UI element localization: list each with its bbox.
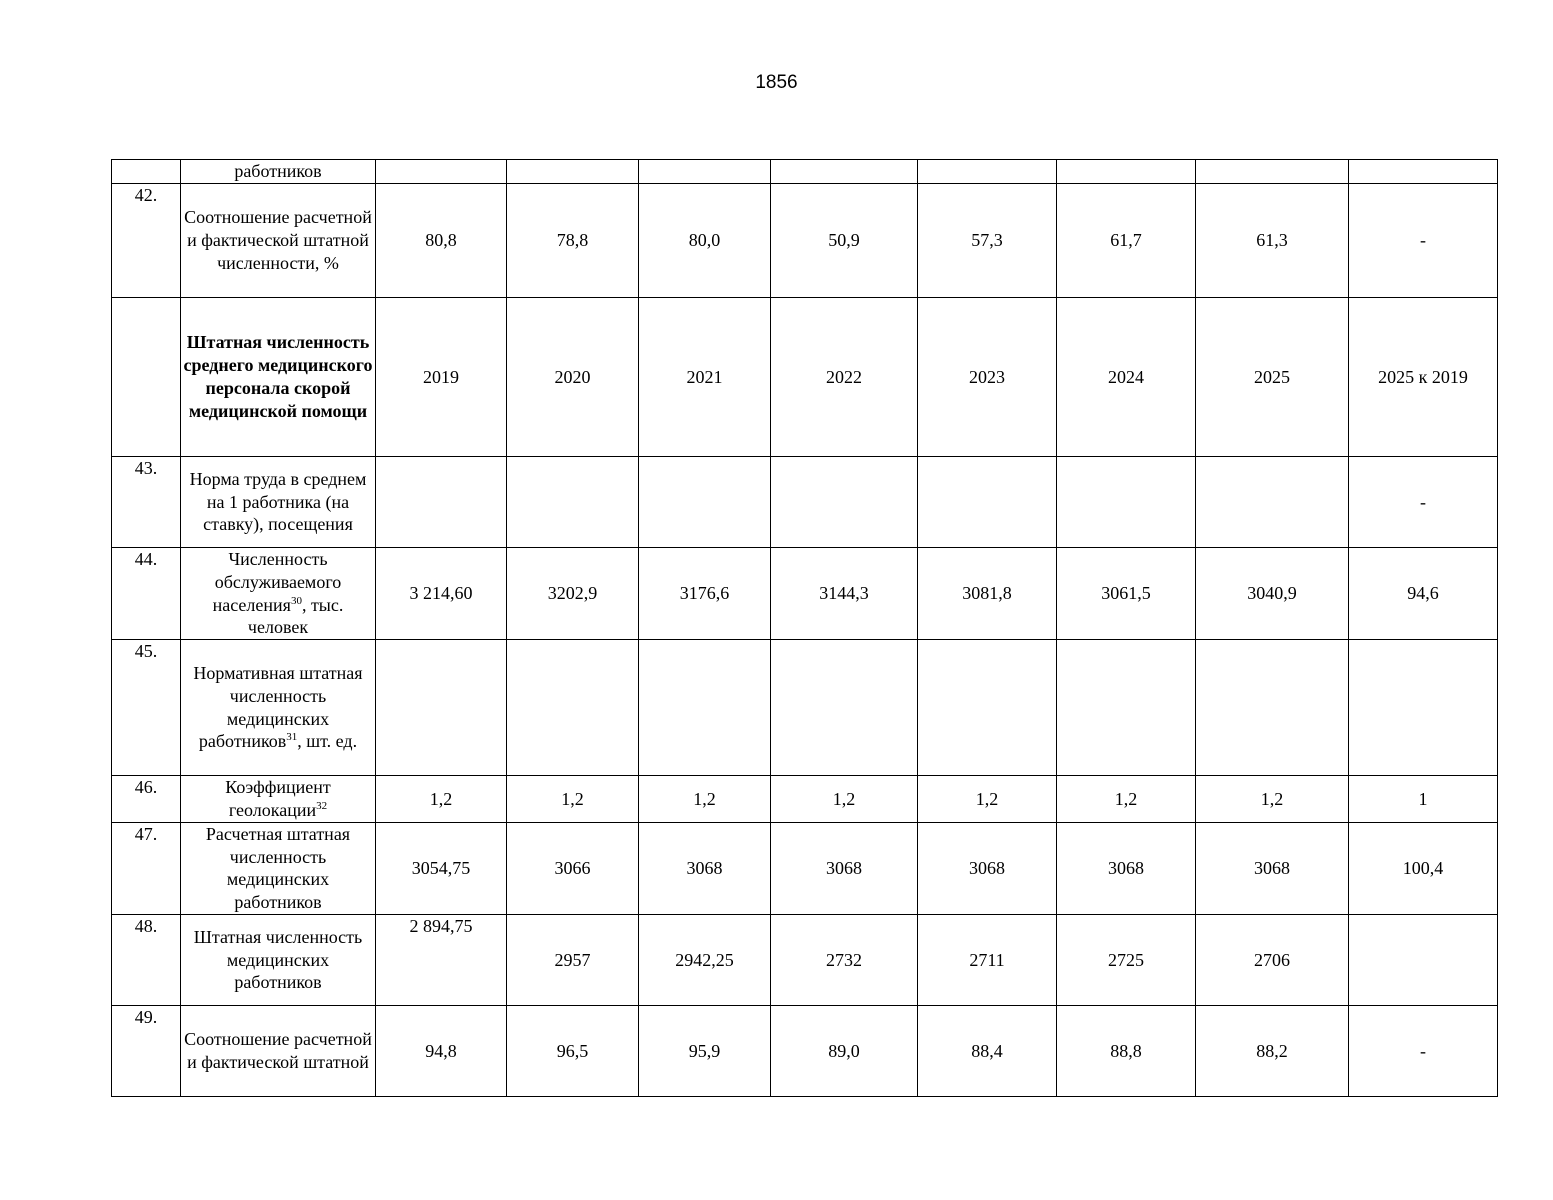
value-cell bbox=[1057, 457, 1196, 548]
value-cell: 94,8 bbox=[376, 1005, 507, 1096]
value-cell: - bbox=[1349, 457, 1498, 548]
value-cell: 2957 bbox=[507, 914, 639, 1005]
value-cell: 61,3 bbox=[1196, 184, 1349, 298]
value-cell: 57,3 bbox=[918, 184, 1057, 298]
row-number: 49. bbox=[112, 1005, 181, 1096]
value-cell bbox=[376, 640, 507, 776]
value-cell: 1 bbox=[1349, 776, 1498, 823]
value-cell: 3040,9 bbox=[1196, 548, 1349, 640]
value-cell: 3054,75 bbox=[376, 822, 507, 914]
value-cell: 2706 bbox=[1196, 914, 1349, 1005]
row-number bbox=[112, 298, 181, 457]
row-number: 42. bbox=[112, 184, 181, 298]
value-cell: 94,6 bbox=[1349, 548, 1498, 640]
value-cell: 80,8 bbox=[376, 184, 507, 298]
value-cell bbox=[376, 160, 507, 184]
table-row bbox=[112, 184, 1498, 298]
value-cell bbox=[771, 640, 918, 776]
value-cell: 3081,8 bbox=[918, 548, 1057, 640]
table-row bbox=[112, 548, 1498, 640]
year-header-cell: 2022 bbox=[771, 298, 918, 457]
indicator-name: Коэффициент геолокации$^{32}$ bbox=[181, 776, 376, 823]
year-header-cell: 2025 bbox=[1196, 298, 1349, 457]
value-cell bbox=[1057, 640, 1196, 776]
value-cell: 88,4 bbox=[918, 1005, 1057, 1096]
data-table bbox=[111, 159, 1498, 1097]
value-cell: 3068 bbox=[639, 822, 771, 914]
value-cell bbox=[771, 457, 918, 548]
indicator-name: Норма труда в среднем на 1 работника (на ставку), посещения bbox=[181, 457, 376, 548]
value-cell bbox=[507, 640, 639, 776]
indicator-name: Численность обслуживаемого населения$^{30}$, тыс. человек bbox=[181, 548, 376, 640]
row-number: 48. bbox=[112, 914, 181, 1005]
value-cell: 2 894,75 bbox=[376, 914, 507, 1005]
year-header-cell: 2020 bbox=[507, 298, 639, 457]
value-cell bbox=[1057, 160, 1196, 184]
value-cell: 3066 bbox=[507, 822, 639, 914]
value-cell: 3176,6 bbox=[639, 548, 771, 640]
value-cell bbox=[918, 640, 1057, 776]
value-cell bbox=[639, 640, 771, 776]
value-cell: 100,4 bbox=[1349, 822, 1498, 914]
value-cell: 88,2 bbox=[1196, 1005, 1349, 1096]
footnote-ref: 30 bbox=[290, 594, 302, 607]
row-number: 46. bbox=[112, 776, 181, 823]
indicator-name: Соотношение расчетной и фактической штатной bbox=[181, 1005, 376, 1096]
footnote-ref: 31 bbox=[286, 731, 298, 744]
year-header-cell: 2021 bbox=[639, 298, 771, 457]
row-number: 43. bbox=[112, 457, 181, 548]
value-cell: 80,0 bbox=[639, 184, 771, 298]
footnote-ref: 32 bbox=[316, 799, 328, 812]
value-cell: 95,9 bbox=[639, 1005, 771, 1096]
year-header-cell: 2025 к 2019 bbox=[1349, 298, 1498, 457]
value-cell: 3068 bbox=[918, 822, 1057, 914]
table-row bbox=[112, 640, 1498, 776]
value-cell: 78,8 bbox=[507, 184, 639, 298]
year-header-cell: 2019 bbox=[376, 298, 507, 457]
value-cell: 61,7 bbox=[1057, 184, 1196, 298]
value-cell: 88,8 bbox=[1057, 1005, 1196, 1096]
value-cell bbox=[1196, 160, 1349, 184]
row-number bbox=[112, 160, 181, 184]
value-cell: - bbox=[1349, 184, 1498, 298]
value-cell: 1,2 bbox=[639, 776, 771, 823]
value-cell bbox=[1196, 640, 1349, 776]
table-row bbox=[112, 822, 1498, 914]
value-cell bbox=[507, 457, 639, 548]
value-cell: 3068 bbox=[1057, 822, 1196, 914]
value-cell bbox=[507, 160, 639, 184]
indicator-name: Расчетная штатная численность медицинских работников bbox=[181, 822, 376, 914]
indicator-name: Нормативная штатная численность медицинских работников$^{31}$, шт. ед. bbox=[181, 640, 376, 776]
section-header-row bbox=[112, 298, 1498, 457]
row-number: 44. bbox=[112, 548, 181, 640]
year-header-cell: 2024 bbox=[1057, 298, 1196, 457]
value-cell: 1,2 bbox=[1196, 776, 1349, 823]
value-cell: 3061,5 bbox=[1057, 548, 1196, 640]
value-cell bbox=[771, 160, 918, 184]
value-cell bbox=[376, 457, 507, 548]
table-row bbox=[112, 457, 1498, 548]
value-cell: 2711 bbox=[918, 914, 1057, 1005]
value-cell: 3068 bbox=[1196, 822, 1349, 914]
value-cell: 3202,9 bbox=[507, 548, 639, 640]
value-cell bbox=[639, 457, 771, 548]
value-cell: - bbox=[1349, 1005, 1498, 1096]
indicator-name: Штатная численность медицинских работников bbox=[181, 914, 376, 1005]
value-cell bbox=[1349, 160, 1498, 184]
table-row bbox=[112, 776, 1498, 823]
table-row bbox=[112, 914, 1498, 1005]
row-number: 45. bbox=[112, 640, 181, 776]
table-row bbox=[112, 1005, 1498, 1096]
value-cell: 1,2 bbox=[771, 776, 918, 823]
value-cell: 2725 bbox=[1057, 914, 1196, 1005]
value-cell: 3068 bbox=[771, 822, 918, 914]
year-header-cell: 2023 bbox=[918, 298, 1057, 457]
value-cell: 50,9 bbox=[771, 184, 918, 298]
value-cell bbox=[1196, 457, 1349, 548]
section-title: Штатная численность среднего медицинского персонала скорой медицинской помощи bbox=[181, 298, 376, 457]
indicator-name: работников bbox=[181, 160, 376, 184]
value-cell bbox=[1349, 914, 1498, 1005]
value-cell: 3144,3 bbox=[771, 548, 918, 640]
value-cell: 96,5 bbox=[507, 1005, 639, 1096]
value-cell: 3 214,60 bbox=[376, 548, 507, 640]
table-row bbox=[112, 160, 1498, 184]
value-cell bbox=[1349, 640, 1498, 776]
value-cell: 1,2 bbox=[507, 776, 639, 823]
value-cell: 1,2 bbox=[376, 776, 507, 823]
value-cell: 1,2 bbox=[918, 776, 1057, 823]
indicator-name: Соотношение расчетной и фактической штатной численности, % bbox=[181, 184, 376, 298]
row-number: 47. bbox=[112, 822, 181, 914]
value-cell: 1,2 bbox=[1057, 776, 1196, 823]
value-cell: 89,0 bbox=[771, 1005, 918, 1096]
value-cell bbox=[918, 160, 1057, 184]
value-cell bbox=[639, 160, 771, 184]
value-cell bbox=[918, 457, 1057, 548]
value-cell: 2942,25 bbox=[639, 914, 771, 1005]
value-cell: 2732 bbox=[771, 914, 918, 1005]
page-number: 1856 bbox=[755, 72, 798, 93]
